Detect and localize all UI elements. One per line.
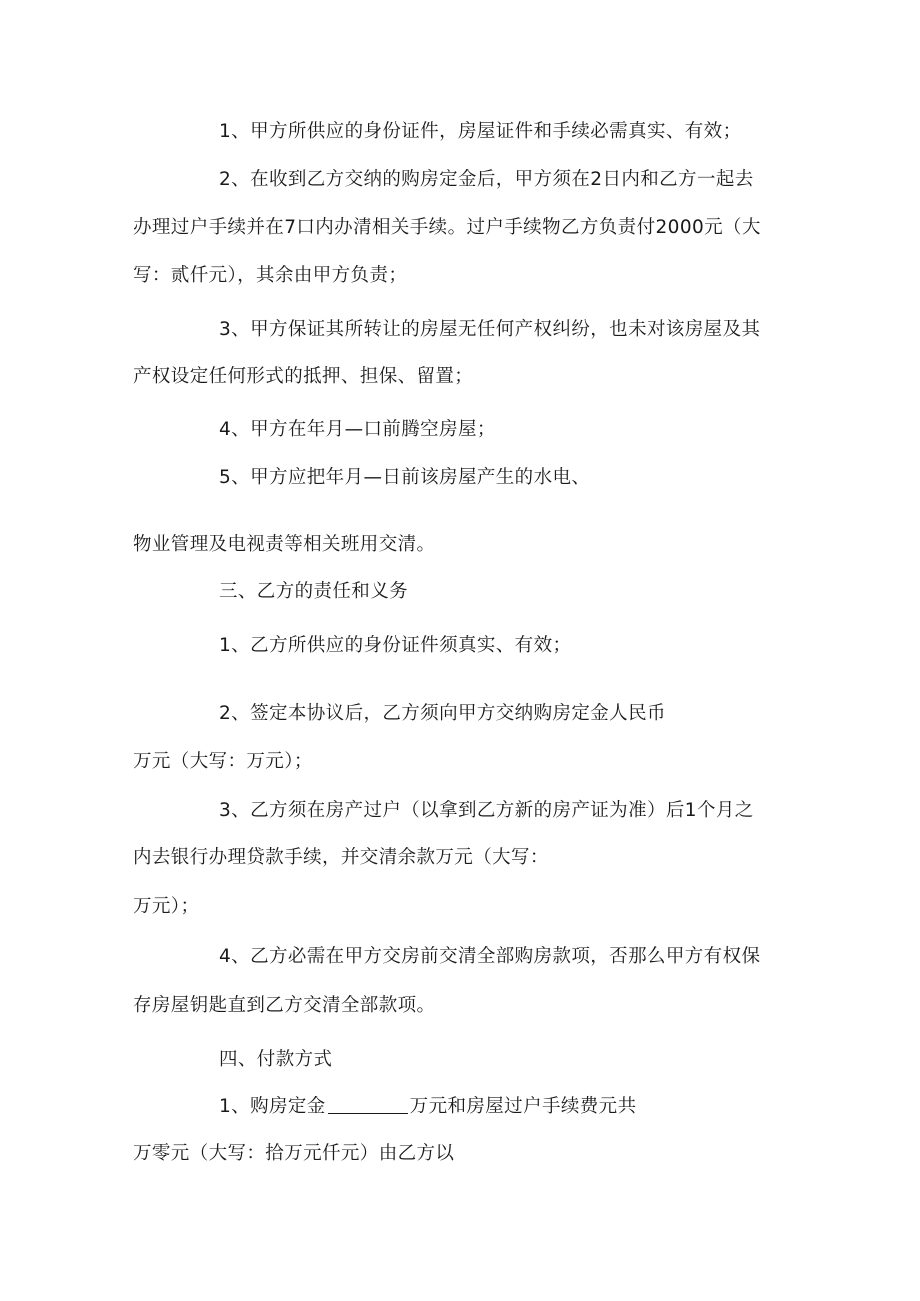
clause-3-item-4-line-1: 4、乙方必需在甲方交房前交清全部购房款项，否那么甲方有权保 xyxy=(219,946,761,967)
clause-2-item-1: 1、甲方所供应的身份证件，房屋证件和手续必需真实、有效； xyxy=(219,121,742,142)
clause-3-item-3-line-1: 3、乙方须在房产过户（以拿到乙方新的房产证为准）后1个月之 xyxy=(219,800,754,821)
clause-3-item-1: 1、乙方所供应的身份证件须真实、有效； xyxy=(219,635,572,656)
clause-3-item-2-line-1: 2、签定本协议后，乙方须向甲方交纳购房定金人民币 xyxy=(219,703,666,724)
clause-2-item-2-line-3: 写：贰仟元），其余由甲方负责； xyxy=(133,265,408,286)
clause-2-item-2-line-2: 办理过户手续并在7口内办清相关手续。过户手续物乙方负责付2000元（大 xyxy=(133,217,761,238)
deposit-label-continued: 万元和房屋过户手续费元共 xyxy=(409,1096,637,1117)
clause-3-item-4-line-2: 存房屋钥匙直到乙方交清全部款项。 xyxy=(133,995,436,1016)
clause-4-item-1-line-2: 万零元（大写：拾万元仟元）由乙方以 xyxy=(133,1143,455,1164)
clause-3-item-3-line-2: 内去银行办理贷款手续，并交清余款万元（大写： xyxy=(133,847,549,868)
clause-2-item-3-line-1: 3、甲方保证其所转让的房屋无任何产权纠纷，也未对该房屋及其 xyxy=(219,319,761,340)
clause-2-item-4: 4、甲方在年月—口前腾空房屋； xyxy=(219,419,496,440)
section-3-heading: 三、乙方的责任和义务 xyxy=(219,581,409,602)
deposit-amount-blank xyxy=(328,1095,408,1114)
clause-4-item-1-line-1 xyxy=(219,1095,636,1119)
clause-2-item-3-line-2: 产权设定任何形式的抵押、担保、留置； xyxy=(133,366,474,387)
section-4-heading: 四、付款方式 xyxy=(219,1049,333,1070)
clause-2-item-5-line-2: 物业管理及电视责等相关班用交清。 xyxy=(133,534,436,555)
clause-3-item-3-line-3: 万元）； xyxy=(133,896,200,917)
deposit-label: 1、购房定金 xyxy=(219,1096,326,1117)
clause-3-item-2-line-2: 万元（大写：万元）； xyxy=(133,751,313,772)
clause-2-item-2-line-1: 2、在收到乙方交纳的购房定金后，甲方须在2日内和乙方一起去 xyxy=(219,169,754,190)
clause-2-item-5-line-1: 5、甲方应把年月—日前该房屋产生的水电、 xyxy=(219,467,591,488)
